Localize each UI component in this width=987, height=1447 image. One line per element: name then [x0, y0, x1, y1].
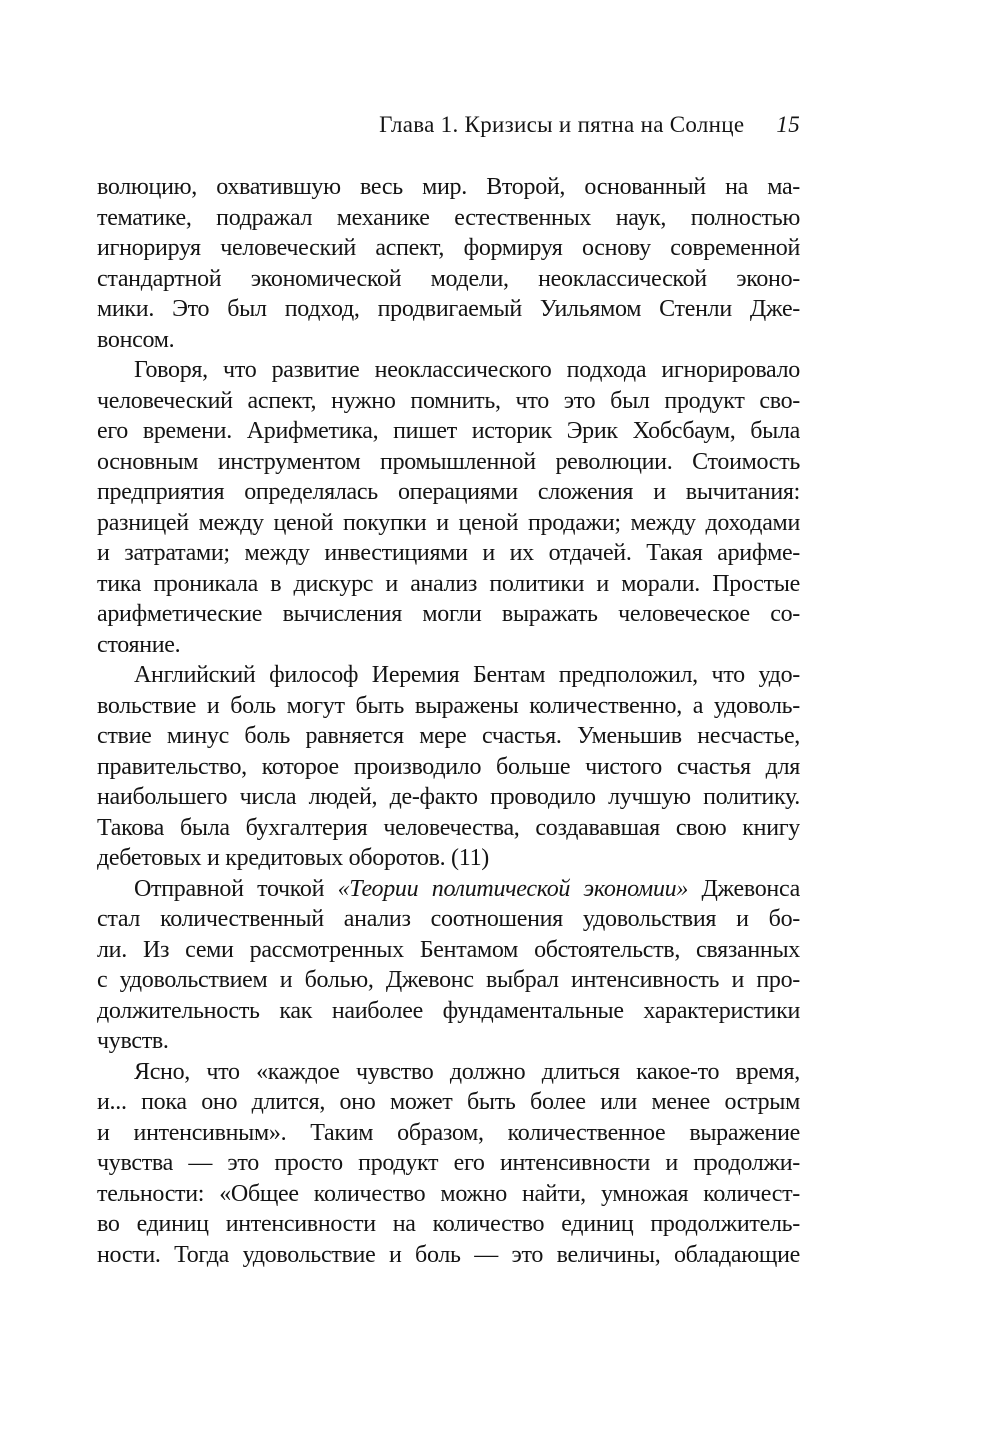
paragraph-1 [97, 172, 800, 355]
text-line: Английский философ Иеремия Бентам предположил, что удо- [134, 662, 800, 688]
text-line: вольствие и боль могут быть выражены количественно, а удоволь- [97, 692, 800, 719]
text-line: ности. Тогда удовольствие и боль — это величины, обладающие [97, 1241, 800, 1268]
running-head [97, 112, 800, 138]
text-line: Говоря, что развитие неоклассического подхода игнорировало [134, 357, 800, 383]
text-line: чувств. [97, 1028, 169, 1054]
text-line: тика проникала в дискурс и анализ политики и морали. Простые [97, 570, 800, 597]
text-line: волюцию, охватившую весь мир. Второй, основанный на ма- [97, 174, 800, 200]
text-line: во единиц интенсивности на количество единиц продолжитель- [97, 1211, 800, 1237]
text-line: его времени. Арифметика, пишет историк Эрик Хобсбаум, была [97, 418, 800, 444]
text-line: должительность как наиболее фундаментальные характеристики [97, 997, 800, 1024]
text-line: игнорируя человеческий аспект, формируя основу современной [97, 235, 800, 261]
text-line: наибольшего числа людей, де-факто проводило лучшую политику. [97, 784, 800, 810]
text-line: вонсом. [97, 326, 175, 353]
text-line: мики. Это был подход, продвигаемый Уильямом Стенли Дже- [97, 296, 800, 322]
text-line: и... пока оно длится, оно может быть более или менее острым [97, 1089, 800, 1115]
text-line: тельности: «Общее количество можно найти, умножая количест- [97, 1180, 800, 1207]
text-line: стояние. [97, 631, 181, 658]
page-number: 15 [776, 112, 800, 137]
text-line: ли. Из семи рассмотренных Бентамом обстоятельств, связанных [97, 936, 800, 963]
paragraph-4 [97, 874, 800, 1057]
text-line: дебетовых и кредитовых оборотов. (11) [97, 845, 489, 871]
chapter-title: Глава 1. Кризисы и пятна на Солнце [379, 112, 745, 137]
text-line: предприятия определялась операциями сложения и вычитания: [97, 479, 800, 505]
book-title-italic: «Теории политической экономии» [337, 875, 689, 902]
text-line: арифметические вычисления могли выражать человеческое со- [97, 601, 800, 627]
text-line [97, 874, 800, 905]
text-line: с удовольствием и болью, Джевонс выбрал интенсивность и про- [97, 967, 800, 993]
text-line: разницей между ценой покупки и ценой продажи; между доходами [97, 509, 800, 536]
text-line: тематике, подражал механике естественных наук, полностью [97, 204, 800, 231]
text-line: правительство, которое производило больше чистого счастья для [97, 753, 800, 780]
text-line: стандартной экономической модели, неоклассической эконо- [97, 265, 800, 292]
text-line: основным инструментом промышленной революции. Стоимость [97, 448, 800, 475]
paragraph-2 [97, 355, 800, 660]
text-line: Ясно, что «каждое чувство должно длиться какое-то время, [134, 1058, 800, 1085]
text-segment: Отправной точкой [134, 875, 338, 902]
text-line: Такова была бухгалтерия человечества, создававшая свою книгу [97, 814, 800, 841]
text-line: чувства — это просто продукт его интенсивности и продолжи- [97, 1150, 800, 1176]
text-line: человеческий аспект, нужно помнить, что это был продукт сво- [97, 387, 800, 414]
body-text [97, 172, 800, 1270]
text-line: и интенсивным». Таким образом, количественное выражение [97, 1119, 800, 1146]
paragraph-3 [97, 660, 800, 874]
paragraph-5 [97, 1057, 800, 1271]
text-line: и затратами; между инвестициями и их отдачей. Такая арифме- [97, 540, 800, 566]
text-line: стал количественный анализ соотношения удовольствия и бо- [97, 906, 800, 932]
text-segment: Джевонса [688, 875, 800, 902]
text-line: ствие минус боль равняется мере счастья. Уменьшив несчастье, [97, 723, 800, 749]
